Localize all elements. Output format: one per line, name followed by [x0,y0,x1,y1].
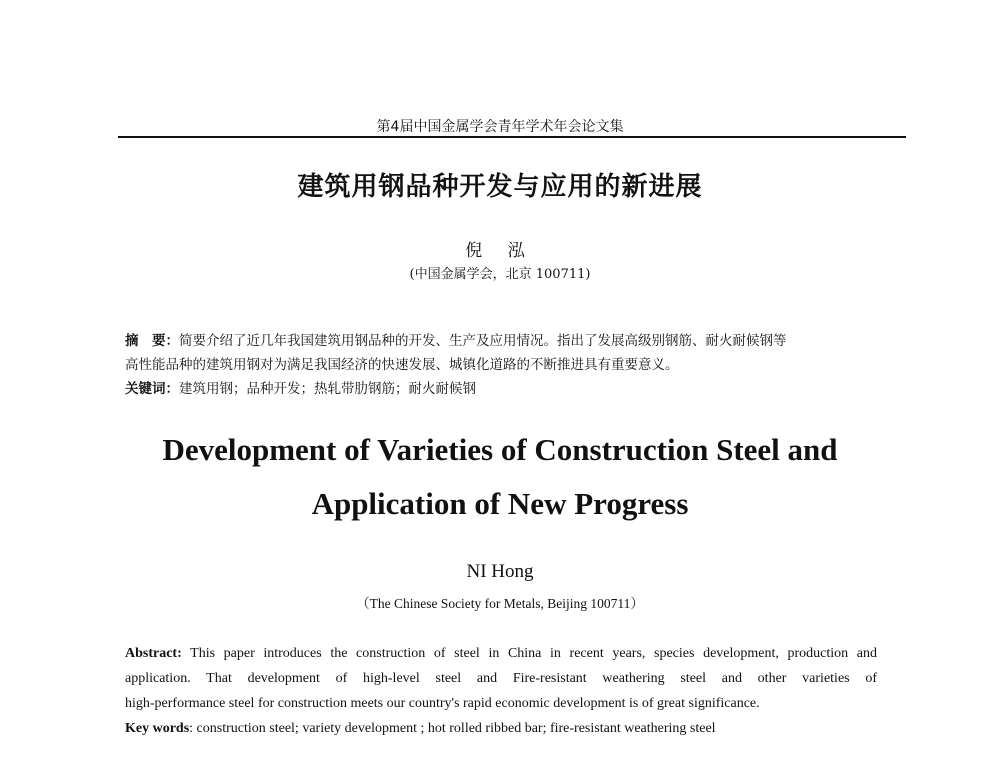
english-abstract-line-1 [125,646,877,662]
english-title-line-2: Application of New Progress [311,486,689,521]
english-keywords-label: Key words [125,721,190,736]
english-abstract-line-3: high-performance steel for construction meets our country's rapid economic development is of great significance. [125,696,760,711]
chinese-affiliation: (中国金属学会，北京 100711) [409,267,591,282]
english-keywords [125,721,877,737]
chinese-keywords [125,377,877,397]
chinese-abstract-label: 摘 要： [125,333,179,349]
chinese-keywords-label: 关键词： [125,381,179,397]
english-title-line-1: Development of Varieties of Construction Steel and [162,432,838,467]
chinese-author: 倪 泓 [465,241,535,261]
english-abstract-line-2: application. That development of high-level steel and Fire-resistant weathering steel and other varieties of [125,671,877,686]
english-abstract-label: Abstract: [125,646,182,661]
abstract-text: 简要介绍了近几年我国建筑用钢品种的开发、生产及应用情况。指出了发展高级别钢筋、耐火耐候钢等 [179,333,787,349]
header-rule [118,136,906,138]
chinese-title: 建筑用钢品种开发与应用的新进展 [297,172,703,202]
english-affiliation: （The Chinese Society for Metals, Beijing 100711） [356,596,644,611]
keywords-text: 建筑用钢；品种开发；热轧带肋钢筋；耐火耐候钢 [179,381,476,397]
chinese-abstract-line-2: 高性能品种的建筑用钢对为满足我国经济的快速发展、城镇化道路的不断推进具有重要意义。 [125,357,679,373]
running-header: 第4届中国金属学会青年学术年会论文集 [376,119,624,135]
abstract-text: This paper introduces the construction of steel in China in recent years, species development, production and [190,646,877,661]
keywords-text: : construction steel; variety development ; hot rolled ribbed bar; fire-resistant weathering steel [189,721,716,736]
chinese-abstract-line-1 [125,329,877,349]
english-author: NI Hong [466,561,534,582]
